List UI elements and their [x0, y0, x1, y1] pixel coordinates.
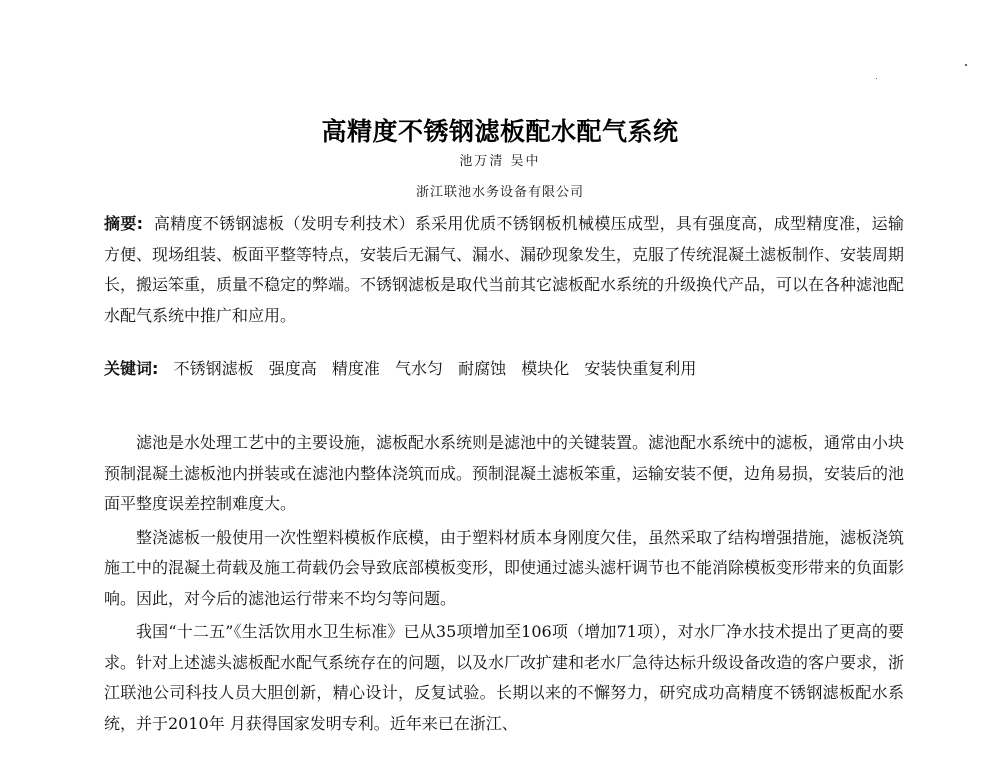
scan-speck [965, 64, 967, 66]
keyword: 精度准 [331, 359, 380, 378]
keywords-section [104, 355, 904, 383]
body-text [104, 428, 904, 742]
keyword: 气水匀 [395, 359, 444, 378]
scan-speck [876, 78, 877, 79]
author-affiliation: 浙江联池水务设备有限公司 [415, 185, 584, 200]
keywords-label: 关键词: [104, 359, 159, 378]
body-paragraph: 我国“十二五”《生活饮用水卫生标准》已从35项增加至106项（增加71项），对水厂净水技术提出了更高的要求。针对上述滤头滤板配水配气系统存在的问题，以及水厂改扩建和老水厂急待达标升级设备改造的客户要求，浙江联池公司科技人员大胆创新，精心设计，反复试验。长期以来的不懈努力，研究成功高精度不锈钢滤板配水系统，并于2010年 月获得国家发明专利。近年来已在浙江、 [104, 622, 905, 733]
keyword: 安装快重复利用 [584, 359, 697, 378]
keyword: 耐腐蚀 [458, 359, 507, 378]
abstract-section [104, 209, 904, 331]
keyword: 不锈钢滤板 [173, 359, 254, 378]
keyword: 模块化 [521, 359, 570, 378]
keyword: 强度高 [268, 359, 317, 378]
body-paragraph: 滤池是水处理工艺中的主要设施，滤板配水系统则是滤池中的关键装置。滤池配水系统中的滤板，通常由小块预制混凝土滤板池内拼装或在滤池内整体浇筑而成。预制混凝土滤板笨重，运输安装不便，边角易损，安装后的池面平整度误差控制难度大。 [104, 433, 905, 513]
body-paragraph: 整浇滤板一般使用一次性塑料模板作底模，由于塑料材质本身刚度欠佳，虽然采取了结构增强措施，滤板浇筑施工中的混凝土荷载及施工荷载仍会导致底部模板变形，即使通过滤头滤杆调节也不能消除模板变形带来的负面影响。因此，对今后的滤池运行带来不均匀等问题。 [104, 527, 905, 608]
abstract-text: 高精度不锈钢滤板（发明专利技术）系采用优质不锈钢板机械模压成型，具有强度高，成型精度准，运输方便、现场组装、板面平整等特点，安装后无漏气、漏水、漏砂现象发生，克服了传统混凝土滤板制作、安装周期长，搬运笨重，质量不稳定的弊端。不锈钢滤板是取代当前其它滤板配水系统的升级换代产品，可以在各种滤池配水配气系统中推广和应用。 [104, 214, 905, 325]
author-names: 池万清 吴中 [459, 154, 541, 169]
paper-title: 高精度不锈钢滤板配水配气系统 [321, 117, 679, 146]
abstract-label: 摘要: [104, 214, 144, 233]
